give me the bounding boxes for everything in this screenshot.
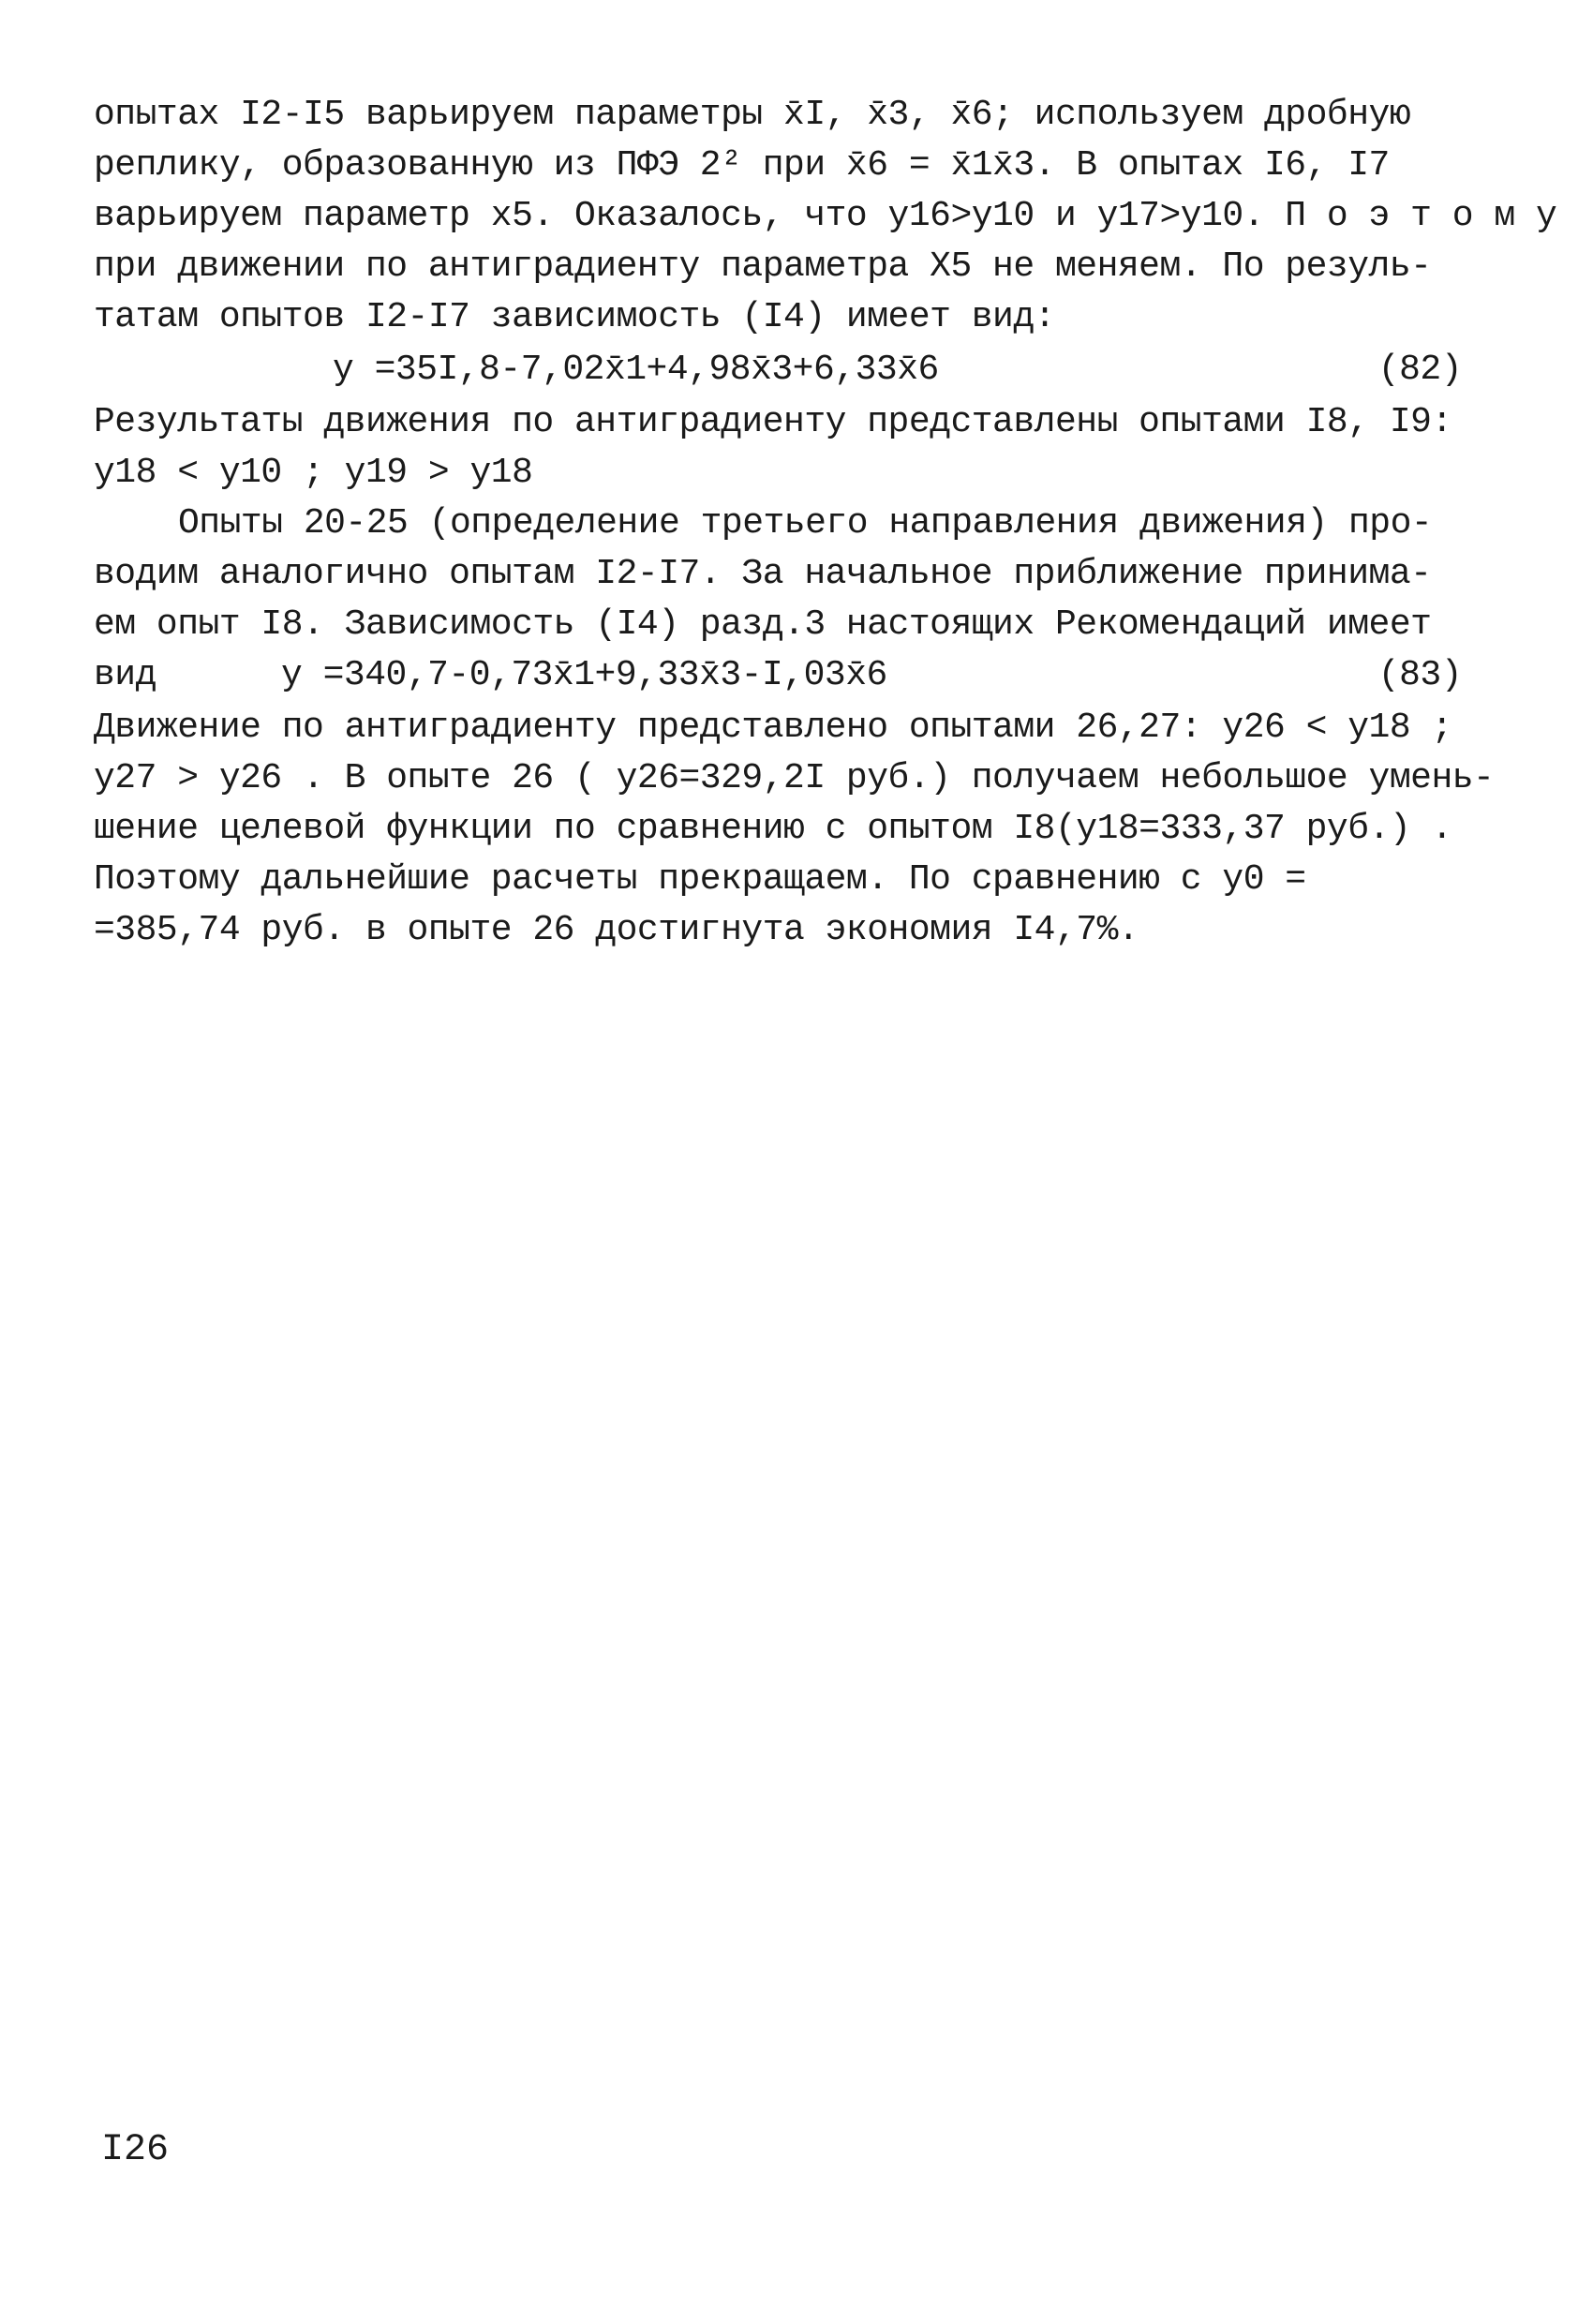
- text-line-11: ем опыт I8. Зависимость (I4) разд.3 настоящих Рекомендаций имеет: [94, 604, 1432, 645]
- text-line-16: Поэтому дальнейшие расчеты прекращаем. По сравнению с y0 =: [94, 859, 1306, 900]
- text-line-2: реплику, образованную из ПФЭ 2² при x̄6 = x̄1x̄3. В опытах I6, I7: [94, 145, 1390, 186]
- text-line-4: при движении по антиградиенту параметра X5 не меняем. По резуль-: [94, 246, 1432, 287]
- text-line-15: шение целевой функции по сравнению с опытом I8(y18=333,37 руб.) .: [94, 809, 1452, 849]
- text-line-17: =385,74 руб. в опыте 26 достигнута экономия I4,7%.: [94, 910, 1139, 950]
- text-line-10: водим аналогично опытам I2-I7. За начальное приближение принима-: [94, 554, 1432, 594]
- equation-83: y =340,7-0,73x̄1+9,33x̄3-I,03x̄6: [281, 655, 887, 695]
- equation-83-prefix: вид: [94, 655, 156, 695]
- equation-82: y =35I,8-7,02x̄1+4,98x̄3+6,33x̄6: [333, 350, 939, 390]
- page-number: I26: [101, 2129, 170, 2171]
- equation-83-number: (83): [1377, 655, 1462, 695]
- text-line-3: варьируем параметр x5. Оказалось, что y16>y10 и y17>y10. П о э т о м у: [94, 196, 1557, 236]
- equation-83-row: [94, 650, 1462, 701]
- text-line-9: Опыты 20-25 (определение третьего направления движения) про-: [178, 503, 1433, 544]
- text-line-7: Результаты движения по антиградиенту представлены опытами I8, I9:: [94, 402, 1452, 442]
- text-line-8: y18 < y10 ; y19 > y18: [94, 453, 533, 493]
- equation-82-number: (82): [1377, 350, 1462, 390]
- text-line-14: y27 > y26 . В опыте 26 ( y26=329,2I руб.) получаем небольшое умень-: [94, 758, 1495, 798]
- text-line-1: опытах I2-I5 варьируем параметры x̄I, x̄3, x̄6; используем дробную: [94, 95, 1411, 135]
- text-line-5: татам опытов I2-I7 зависимость (I4) имеет вид:: [94, 297, 1055, 337]
- text-line-13: Движение по антиградиенту представлено опытами 26,27: y26 < y18 ;: [94, 708, 1452, 748]
